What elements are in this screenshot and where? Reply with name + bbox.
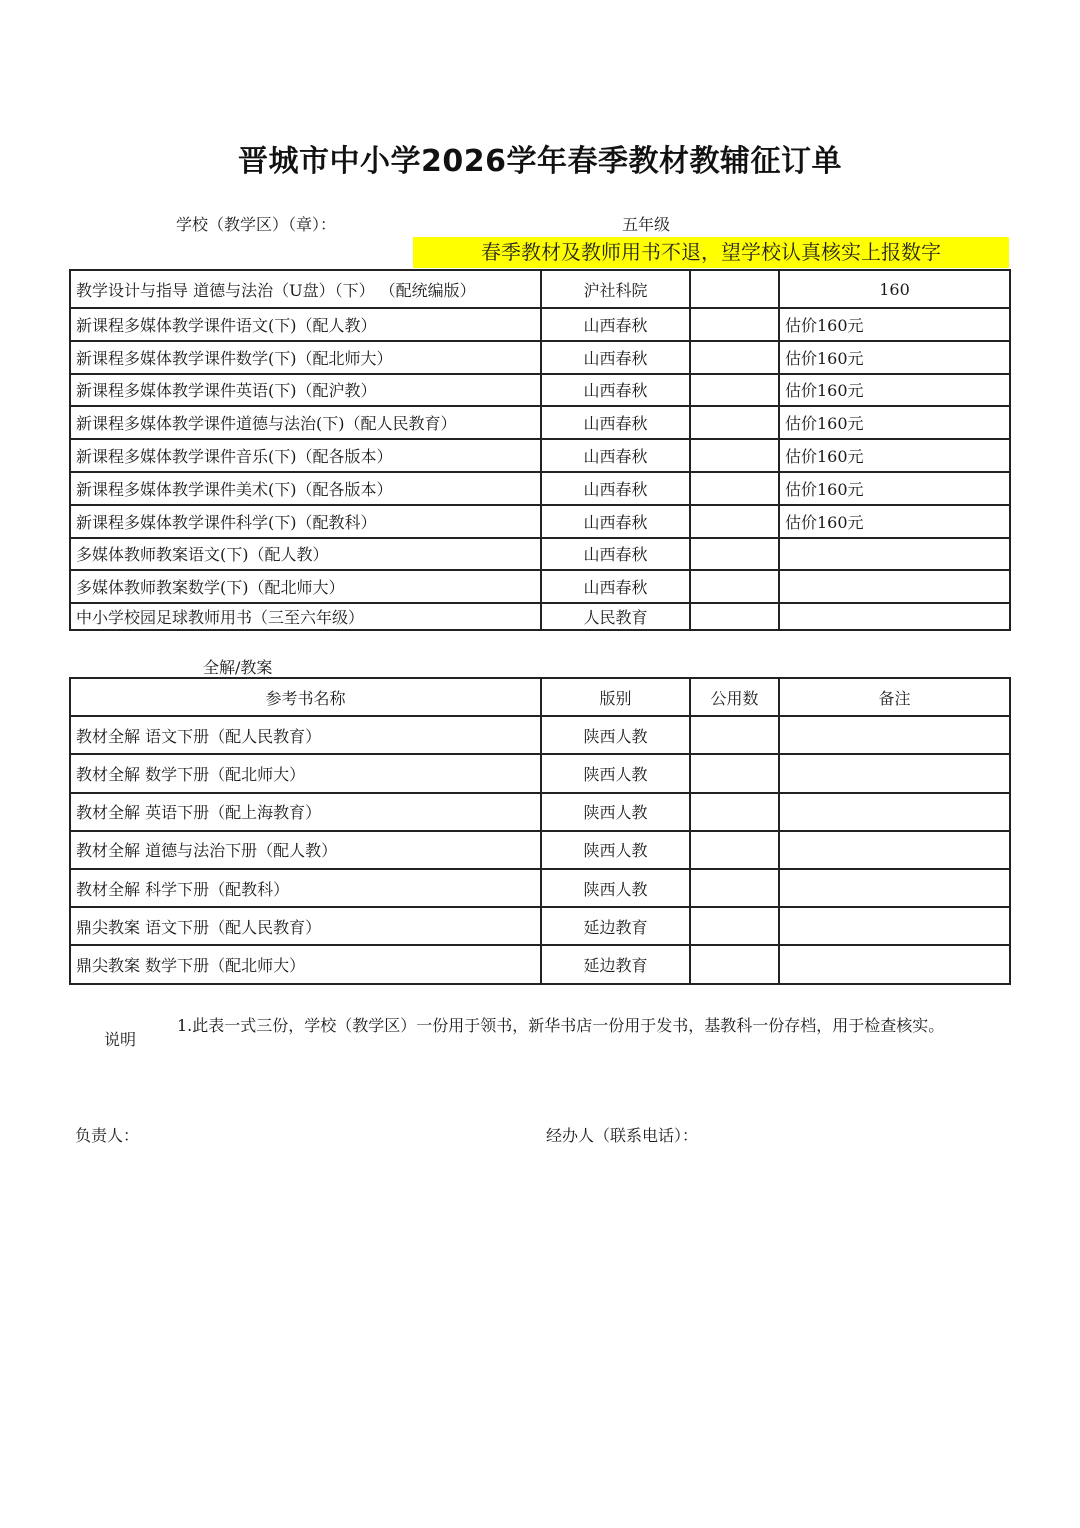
table-row [70,945,1010,983]
quantity-cell[interactable] [690,793,779,831]
book-name-cell: 教材全解 英语下册（配上海教育） [70,793,541,831]
book-name-cell: 新课程多媒体教学课件数学(下)（配北师大） [70,341,541,374]
publisher-cell: 沪社科院 [541,270,690,308]
publisher-cell: 山西春秋 [541,505,690,538]
quantity-cell[interactable] [690,570,779,603]
publisher-cell: 人民教育 [541,603,690,630]
publisher-cell: 山西春秋 [541,538,690,571]
remarks-cell [779,716,1010,754]
quantity-cell[interactable] [690,603,779,630]
book-name-cell: 新课程多媒体教学课件音乐(下)（配各版本） [70,439,541,472]
publisher-cell: 山西春秋 [541,341,690,374]
remarks-cell [779,907,1010,945]
responsible-person-label: 负责人： [75,1126,140,1145]
school-label: 学校（教学区）（章）： [176,215,337,234]
table-row [70,570,1010,603]
book-name-cell: 教材全解 数学下册（配北师大） [70,754,541,792]
remarks-cell [779,570,1010,603]
table-row [70,716,1010,754]
publisher-cell: 陕西人教 [541,831,690,869]
table-row [70,308,1010,341]
remarks-cell: 估价160元 [779,505,1010,538]
remarks-cell: 160 [779,270,1010,308]
remarks-cell: 估价160元 [779,308,1010,341]
publisher-cell: 山西春秋 [541,570,690,603]
publisher-cell: 延边教育 [541,945,690,983]
book-name-cell: 教学设计与指导 道德与法治（U盘）（下） （配统编版） [70,270,541,308]
quantity-cell[interactable] [690,270,779,308]
quantity-cell[interactable] [690,308,779,341]
quantity-cell[interactable] [690,831,779,869]
order-table-primary [69,269,1011,631]
quantity-cell[interactable] [690,907,779,945]
header-remarks: 备注 [779,678,1010,716]
table-row [70,406,1010,439]
book-name-cell: 多媒体教师教案数学(下)（配北师大） [70,570,541,603]
book-name-cell: 多媒体教师教案语文(下)（配人教） [70,538,541,571]
quantity-cell[interactable] [690,374,779,407]
quantity-cell[interactable] [690,505,779,538]
quantity-cell[interactable] [690,538,779,571]
quantity-cell[interactable] [690,869,779,907]
table-row [70,869,1010,907]
remarks-cell [779,793,1010,831]
quantity-cell[interactable] [690,754,779,792]
remarks-cell: 估价160元 [779,341,1010,374]
order-table-reference [69,677,1011,985]
book-name-cell: 新课程多媒体教学课件美术(下)（配各版本） [70,472,541,505]
table-row [70,270,1010,308]
notes-label: 说明 [104,1030,137,1049]
book-name-cell: 鼎尖教案 数学下册（配北师大） [70,945,541,983]
header-publisher: 版别 [541,678,690,716]
remarks-cell: 估价160元 [779,439,1010,472]
notice-banner: 春季教材及教师用书不退，望学校认真核实上报数字 [413,237,1009,268]
handler-contact-label: 经办人（联系电话）： [546,1126,699,1145]
book-name-cell: 鼎尖教案 语文下册（配人民教育） [70,907,541,945]
table-row [70,831,1010,869]
quantity-cell[interactable] [690,716,779,754]
publisher-cell: 山西春秋 [541,308,690,341]
remarks-cell [779,869,1010,907]
book-name-cell: 教材全解 语文下册（配人民教育） [70,716,541,754]
quantity-cell[interactable] [690,341,779,374]
page-title: 晋城市中小学2026学年春季教材教辅征订单 [238,144,842,179]
publisher-cell: 陕西人教 [541,716,690,754]
table-row [70,472,1010,505]
remarks-cell [779,831,1010,869]
remarks-cell: 估价160元 [779,472,1010,505]
remarks-cell: 估价160元 [779,374,1010,407]
book-name-cell: 新课程多媒体教学课件科学(下)（配教科） [70,505,541,538]
publisher-cell: 山西春秋 [541,374,690,407]
table-row [70,341,1010,374]
table-row [70,439,1010,472]
table-row [70,538,1010,571]
publisher-cell: 陕西人教 [541,793,690,831]
book-name-cell: 新课程多媒体教学课件语文(下)（配人教） [70,308,541,341]
notes-text: 1.此表一式三份，学校（教学区）一份用于领书，新华书店一份用于发书，基教科一份存档，用于检查核实。 [177,1016,945,1035]
header-quantity: 公用数 [690,678,779,716]
table-row [70,374,1010,407]
table-header-row [70,678,1010,716]
publisher-cell: 陕西人教 [541,869,690,907]
remarks-cell [779,945,1010,983]
remarks-cell [779,538,1010,571]
publisher-cell: 山西春秋 [541,472,690,505]
section-label: 全解/教案 [203,658,273,677]
remarks-cell [779,754,1010,792]
book-name-cell: 新课程多媒体教学课件道德与法治(下)（配人民教育） [70,406,541,439]
publisher-cell: 山西春秋 [541,406,690,439]
table-row [70,505,1010,538]
publisher-cell: 延边教育 [541,907,690,945]
publisher-cell: 山西春秋 [541,439,690,472]
header-book-name: 参考书名称 [70,678,541,716]
table-row [70,793,1010,831]
table-row [70,754,1010,792]
quantity-cell[interactable] [690,945,779,983]
book-name-cell: 中小学校园足球教师用书（三至六年级） [70,603,541,630]
book-name-cell: 教材全解 道德与法治下册（配人教） [70,831,541,869]
book-name-cell: 新课程多媒体教学课件英语(下)（配沪教） [70,374,541,407]
remarks-cell: 估价160元 [779,406,1010,439]
remarks-cell [779,603,1010,630]
table-row [70,907,1010,945]
table-row [70,603,1010,630]
quantity-cell[interactable] [690,439,779,472]
quantity-cell[interactable] [690,472,779,505]
book-name-cell: 教材全解 科学下册（配教科） [70,869,541,907]
publisher-cell: 陕西人教 [541,754,690,792]
grade-label: 五年级 [622,215,671,234]
quantity-cell[interactable] [690,406,779,439]
